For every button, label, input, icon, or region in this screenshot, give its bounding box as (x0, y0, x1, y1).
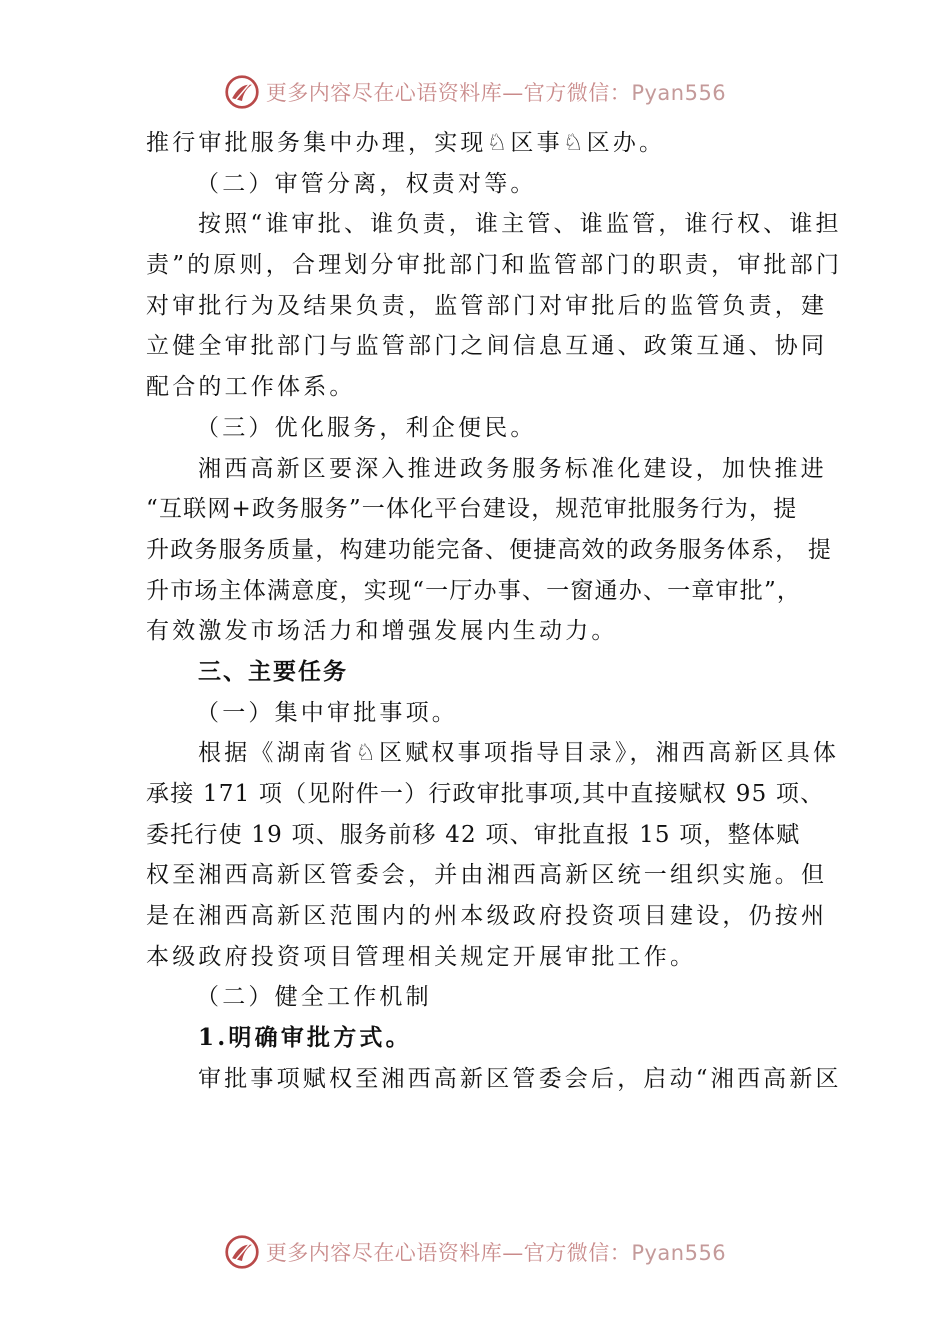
paragraph-line: 立健全审批部门与监管部门之间信息互通、政策互通、协同 (146, 333, 828, 360)
paragraph-line: 有效激发市场活力和增强发展内生动力。 (146, 618, 618, 645)
paragraph-line: “互联网+政务服务”一体化平台建设，规范审批服务行为，提 (146, 496, 798, 523)
paragraph-line: 权至湘西高新区管委会，并由湘西高新区统一组织实施。但 (146, 862, 828, 889)
item-heading: 1.明确审批方式。 (198, 1024, 412, 1052)
paragraph-line: 湘西高新区要深入推进政务服务标准化建设，加快推进 (198, 455, 827, 482)
paragraph-line: 承接 171 项（见附件一）行政审批事项,其中直接赋权 95 项、 (146, 781, 825, 807)
paragraph-line: 委托行使 19 项、服务前移 42 项、审批直报 15 项，整体赋 (146, 821, 801, 848)
paragraph-line: 升市场主体满意度，实现“一厅办事、一窗通办、一章审批”， (146, 577, 802, 604)
logo-icon (224, 74, 260, 110)
section-subheading: （三）优化服务，利企便民。 (196, 414, 537, 441)
watermark-header (0, 72, 950, 112)
watermark-text: 更多内容尽在心语资料库—官方微信：Pyan556 (265, 81, 727, 105)
paragraph-line: 审批事项赋权至湘西高新区管委会后，启动“湘西高新区 (198, 1065, 842, 1092)
paragraph-line: 责”的原则，合理划分审批部门和监管部门的职责，审批部门 (146, 252, 843, 279)
paragraph-line: 对审批行为及结果负责，监管部门对审批后的监管负责，建 (146, 292, 828, 319)
document-body (146, 123, 843, 1100)
watermark-text: 更多内容尽在心语资料库—官方微信：Pyan556 (265, 1241, 727, 1265)
logo-icon (224, 1234, 260, 1270)
paragraph-line: 是在湘西高新区范围内的州本级政府投资项目建设，仍按州 (146, 903, 828, 930)
section-heading: 三、主要任务 (198, 658, 348, 685)
paragraph-line: 本级政府投资项目管理相关规定开展审批工作。 (146, 943, 697, 970)
paragraph-line: 根据《湖南省♘区赋权事项指导目录》，湘西高新区具体 (198, 740, 840, 767)
section-subheading: （一）集中审批事项。 (196, 699, 458, 726)
paragraph-line: 按照“谁审批、谁负责，谁主管、谁监管，谁行权、谁担 (198, 211, 842, 238)
section-subheading: （二）健全工作机制 (196, 984, 432, 1011)
watermark-footer (0, 1232, 950, 1272)
paragraph-line: 升政务服务质量，构建功能完备、便捷高效的政务服务体系， 提 (146, 536, 833, 563)
paragraph-line: 推行审批服务集中办理，实现♘区事♘区办。 (146, 130, 666, 156)
paragraph-line: 配合的工作体系。 (146, 374, 356, 401)
section-subheading: （二）审管分离，权责对等。 (196, 170, 537, 197)
